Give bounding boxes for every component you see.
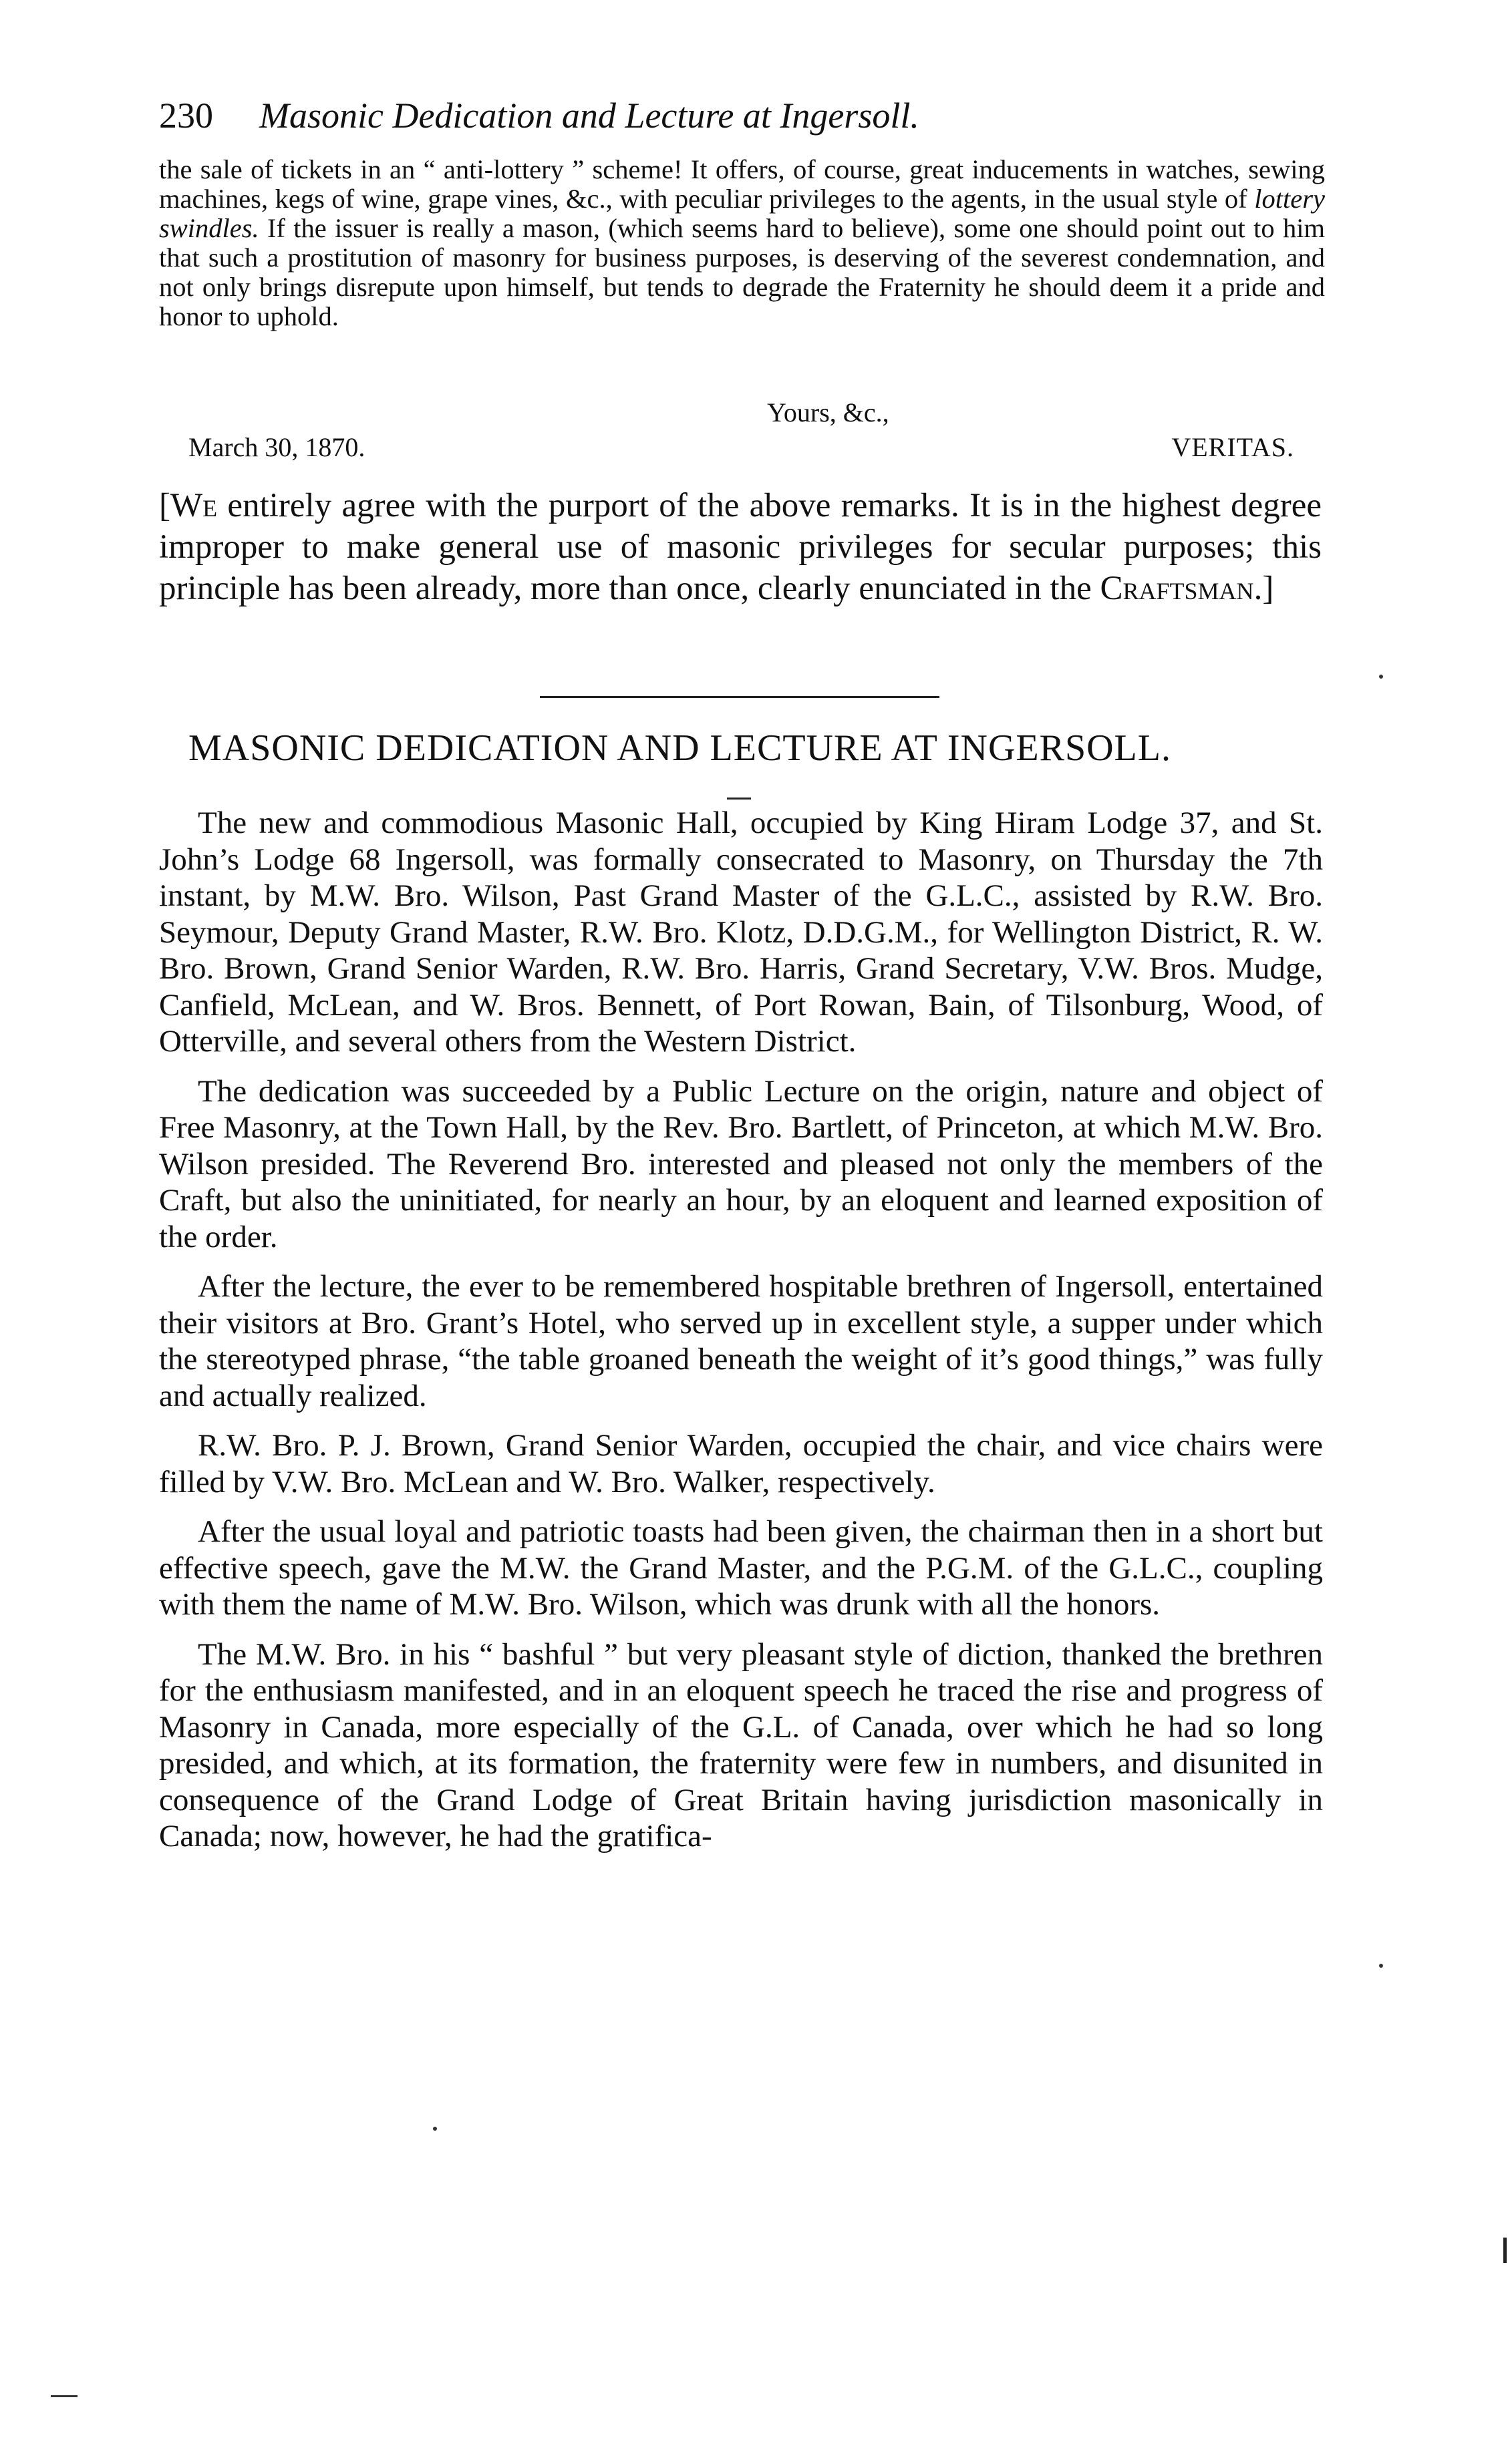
editor-note-paragraph [159, 485, 1322, 609]
running-title: Masonic Dedication and Lecture at Ingersoll. [259, 96, 919, 136]
editor-note-we: We [170, 487, 218, 524]
letter-excerpt [159, 155, 1325, 331]
article-paragraph: After the usual loyal and patriotic toasts had been given, the chairman then in a short but effective speech, gave the M.W. the Grand Master, and the P.G.M. of the G.L.C., coupling with them the name of M.W. Bro. Wilson, which was drunk with all the honors. [159, 1514, 1323, 1622]
article-paragraph: The dedication was succeeded by a Public Lecture on the origin, nature and object of Free Masonry, at the Town Hall, by the Rev. Bro. Bartlett, of Princeton, at which M.W. Bro. Wilson presided. The Reverend Bro. interested and pleased not only the members of the Craft, but also the uninitiated, for nearly an hour, by an eloquent and learned exposition of the order. [159, 1073, 1323, 1254]
section-divider [540, 696, 939, 698]
running-header [159, 92, 1328, 139]
letter-date: March 30, 1870. [188, 432, 365, 462]
editor-note-text2: .] [1253, 570, 1274, 607]
letter-text-part1: the sale of tickets in an “ anti-lottery ” scheme! It offers, of course, great inducements in watches, sewing machines, kegs of wine, grape vines, &c., with peculiar privileges to the agents, in the usual style of [159, 154, 1325, 214]
journal-name: Craftsman [1100, 570, 1254, 607]
editor-note-text1: entirely agree with the purport of the above remarks. It is in the highest degree improper to make general use of masonic privileges for secular purposes; this principle has been already, more than once, clearly enunciated in the [159, 487, 1322, 607]
title-dash [727, 798, 751, 800]
footer-dash [51, 2395, 78, 2397]
margin-speck [433, 2127, 437, 2131]
article-title: MASONIC DEDICATION AND LECTURE AT INGERSOLL. [188, 727, 1171, 769]
letter-paragraph [159, 155, 1325, 331]
margin-speck [1379, 675, 1383, 679]
letter-text-part2: If the issuer is really a mason, (which seems hard to believe), some one should point out to him that such a prostitution of masonry for business purposes, is deserving of the severest condemnation, and not only brings disrepute upon himself, but tends to degrade the Fraternity he should deem it a pride and honor to uphold. [159, 213, 1325, 331]
letter-signature: VERITAS. [1171, 432, 1294, 462]
editor-note [159, 485, 1322, 609]
letter-closing: Yours, &c., [767, 397, 889, 427]
article-paragraph: The new and commodious Masonic Hall, occupied by King Hiram Lodge 37, and St. John’s Lodge 68 Ingersoll, was formally consecrated to Masonry, on Thursday the 7th instant, by M.W. Bro. Wilson, Past Grand Master of the G.L.C., assisted by R.W. Bro. Seymour, Deputy Grand Master, R.W. Bro. Klotz, D.D.G.M., for Wellington District, R. W. Bro. Brown, Grand Senior Warden, R.W. Bro. Harris, Grand Secretary, V.W. Bros. Mudge, Canfield, McLean, and W. Bros. Bennett, of Port Rowan, Bain, of Tilsonburg, Wood, of Otterville, and several others from the Western District. [159, 806, 1323, 1059]
article-paragraph: R.W. Bro. P. J. Brown, Grand Senior Warden, occupied the chair, and vice chairs were filled by V.W. Bro. McLean and W. Bro. Walker, respectively. [159, 1428, 1323, 1500]
editor-note-bracket: [ [159, 487, 170, 524]
margin-speck [1379, 1964, 1383, 1968]
page-number: 230 [159, 96, 213, 136]
article-paragraph: After the lecture, the ever to be remembered hospitable brethren of Ingersoll, entertained their visitors at Bro. Grant’s Hotel, who served up in excellent style, a supper under which the stereotyped phrase, “the table groaned beneath the weight of it’s good things,” was fully and actually realized. [159, 1269, 1323, 1413]
article-body [159, 805, 1323, 1868]
article-paragraph: The M.W. Bro. in his “ bashful ” but very pleasant style of diction, thanked the brethren for the enthusiasm manifested, and in an eloquent speech he traced the rise and progress of Masonry in Canada, more especially of the G.L. of Canada, over which he had so long presided, and which, at its formation, the fraternity were few in numbers, and disunited in consequence of the Grand Lodge of Great Britain having jurisdiction masonically in Canada; now, however, he had the gratifica- [159, 1636, 1323, 1854]
letter-italic-phrase: lottery swindles. [159, 184, 1325, 243]
margin-mark [1503, 2238, 1507, 2263]
